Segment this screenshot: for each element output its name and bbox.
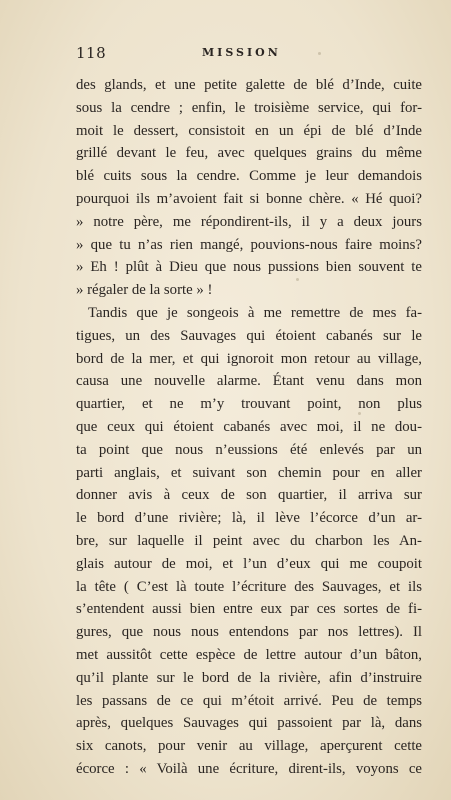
text-line: » régaler de la sorte » ! bbox=[76, 282, 213, 299]
text-line: pourquoi ils m’avoient fait si bonne chère. « Hé quoi? bbox=[76, 190, 422, 207]
text-line: que ceux qui étoient cabanés avec moi, il ne dou- bbox=[76, 418, 422, 435]
text-line: blé cuits sous la cendre. Comme je leur demandois bbox=[76, 168, 422, 185]
text-line: le bord d’une rivière; là, il lève l’écorce d’un ar- bbox=[76, 510, 422, 527]
text-line: donner avis à ceux de son quartier, il arriva sur bbox=[76, 487, 422, 504]
paper-speck bbox=[296, 278, 299, 281]
page-header bbox=[76, 44, 422, 64]
paper-speck bbox=[318, 52, 321, 55]
paper-speck bbox=[358, 412, 361, 415]
page-number: 118 bbox=[76, 44, 107, 62]
body-text bbox=[76, 74, 422, 781]
text-line: parti anglais, et suivant son chemin pour en aller bbox=[76, 464, 422, 481]
text-line: les passans de ce qui m’étoit arrivé. Peu de temps bbox=[76, 692, 422, 709]
text-line: tigues, un des Sauvages qui étoient cabanés sur le bbox=[76, 327, 422, 344]
paragraph-first-line: Tandis que je songeois à me remettre de mes fa- bbox=[88, 304, 422, 321]
text-line: » Eh ! plût à Dieu que nous pussions bien souvent te bbox=[76, 259, 422, 276]
text-line: ta point que nous n’eussions été enlevés par un bbox=[76, 441, 422, 458]
text-line: bord de la mer, et qui ignoroit mon retour au village, bbox=[76, 350, 422, 367]
text-line: après, quelques Sauvages qui passoient par là, dans bbox=[76, 715, 422, 732]
text-line: qu’il plante sur le bord de la rivière, afin d’instruire bbox=[76, 669, 422, 686]
text-line: bre, sur laquelle il peint avec du charbon les An- bbox=[76, 532, 422, 549]
running-head: MISSION bbox=[202, 46, 281, 59]
text-line: la tête ( C’est là toute l’écriture des Sauvages, et ils bbox=[76, 578, 422, 595]
text-line: moit le dessert, consistoit en un épi de blé d’Inde bbox=[76, 122, 422, 139]
text-line: » notre père, me répondirent-ils, il y a deux jours bbox=[76, 213, 422, 230]
text-line: gures, que nous nous entendons par nos lettres). Il bbox=[76, 624, 422, 641]
text-line: des glands, et une petite galette de blé d’Inde, cuite bbox=[76, 77, 422, 93]
text-line: met aussitôt cette espèce de lettre autour d’un bâton, bbox=[76, 646, 422, 663]
text-line: grillé devant le feu, avec quelques grains du même bbox=[76, 145, 422, 162]
text-line: sous la cendre ; enfin, le troisième service, qui for- bbox=[76, 99, 422, 116]
text-line: quartier, et ne m’y trouvant point, non plus bbox=[76, 396, 422, 413]
text-line: s’entendent aussi bien entre eux par ces sortes de fi- bbox=[76, 601, 422, 618]
text-line: » que tu n’as rien mangé, pouvions-nous faire moins? bbox=[76, 236, 422, 253]
text-line: glais autour de moi, et l’un d’eux qui me coupoit bbox=[76, 555, 422, 572]
text-line: six canots, pour venir au village, aperçurent cette bbox=[76, 738, 422, 755]
text-line: causa une nouvelle alarme. Étant venu dans mon bbox=[76, 373, 422, 390]
text-line: écorce : « Voilà une écriture, dirent-ils, voyons ce bbox=[76, 760, 422, 777]
